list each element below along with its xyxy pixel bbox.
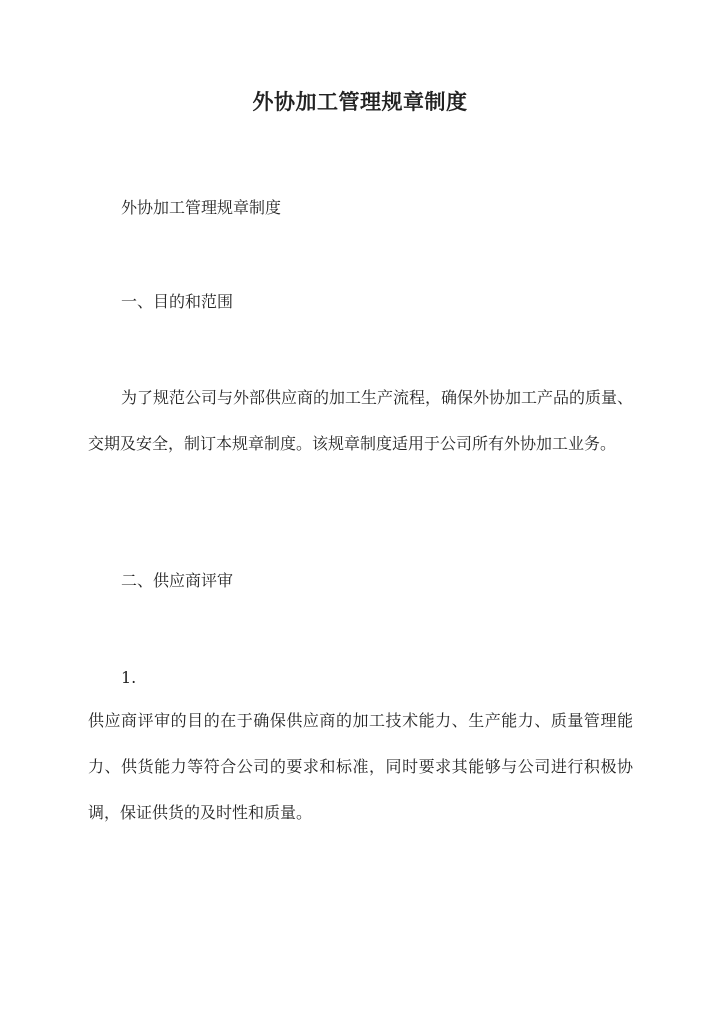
item-number: 1. [121,668,137,687]
section-heading-supplier-review: 二、供应商评审 [121,571,234,590]
paragraph-supplier-review: 供应商评审的目的在于确保供应商的加工技术能力、生产能力、质量管理能力、供货能力等符合公司的要求和标准，同时要求其能够与公司进行积极协调，保证供货的及时性和质量。 [88,711,633,822]
section-heading-purpose-scope: 一、目的和范围 [121,292,234,311]
document-subtitle: 外协加工管理规章制度 [121,198,282,217]
paragraph-purpose-scope: 为了规范公司与外部供应商的加工生产流程，确保外协加工产品的质量、交期及安全，制订本规章制度。该规章制度适用于公司所有外协加工业务。 [88,388,634,453]
document-title: 外协加工管理规章制度 [252,89,468,114]
